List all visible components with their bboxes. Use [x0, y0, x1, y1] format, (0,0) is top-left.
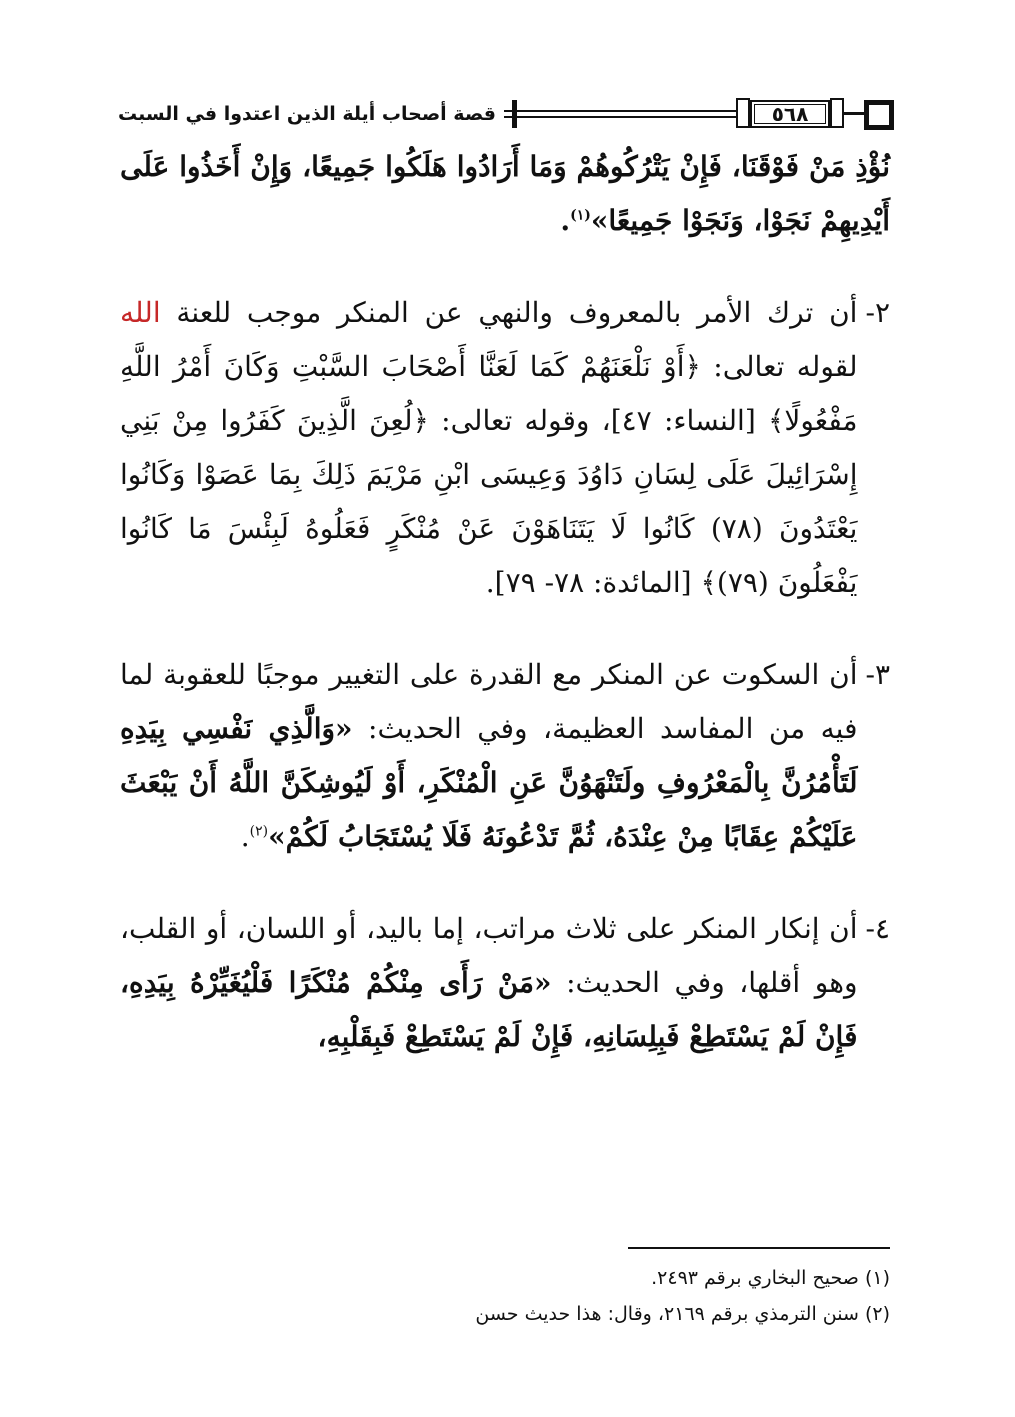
item2-text-a: أن ترك الأمر بالمعروف والنهي عن المنكر موجب للعنة	[176, 296, 858, 329]
item3-end: .	[240, 820, 250, 853]
item2-text-b: لقوله تعالى: ﴿أَوْ نَلْعَنَهُمْ كَمَا لَعَنَّا أَصْحَابَ السَّبْتِ وَكَانَ أَمْرُ اللَّهِ مَفْعُولًا﴾ [النساء: ٤٧]، وقوله تعالى: ﴿لُعِنَ الَّذِينَ كَفَرُوا مِنْ بَنِي إِسْرَائِيلَ عَلَى لِسَانِ دَاوُدَ وَعِيسَى ابْنِ مَرْيَمَ ذَلِكَ بِمَا عَصَوْا وَكَانُوا يَعْتَدُونَ (٧٨) كَانُوا لَا يَتَنَاهَوْنَ عَنْ مُنْكَرٍ فَعَلُوهُ لَبِئْسَ مَا كَانُوا يَفْعَلُونَ (٧٩)﴾ [المائدة: ٧٨- ٧٩].	[120, 350, 858, 599]
item4-text-a: أن إنكار المنكر على ثلاث مراتب، إما باليد، أو اللسان، أو القلب، وهو أقلها، وفي الحديث:	[120, 912, 858, 999]
footnotes	[120, 1260, 890, 1332]
footnote-2: (٢) سنن الترمذي برقم ٢١٦٩، وقال: هذا حديث حسن	[475, 1303, 890, 1325]
list-item-2	[120, 286, 890, 610]
page-number-box	[736, 96, 844, 132]
list-item-number: ٢-	[865, 296, 890, 329]
list-item-text	[120, 648, 857, 864]
spacer	[120, 248, 890, 286]
footnote-ref-2[interactable]: (٢)	[249, 823, 269, 840]
list-item-3	[120, 648, 890, 864]
spacer	[120, 610, 890, 648]
footnote-1: (١) صحيح البخاري برقم ٢٤٩٣.	[651, 1267, 890, 1289]
intro-line-2: وَإِنْ أَخَذُوا عَلَى أَيْدِيهِمْ نَجَوْا، وَنَجَوْا جَمِيعًا»	[120, 150, 890, 237]
intro-end: .	[560, 204, 571, 237]
list-item-number: ٣-	[865, 658, 890, 691]
list-item-text	[120, 902, 857, 1064]
footnote-separator	[628, 1247, 890, 1249]
chapter-title: قصة أصحاب أيلة الذين اعتدوا في السبت	[110, 96, 504, 132]
allah-word: الله	[120, 296, 161, 329]
intro-paragraph	[120, 140, 890, 248]
header-rule-right	[844, 112, 864, 115]
page-header	[117, 96, 894, 132]
list-item-text	[120, 286, 857, 610]
header-bar-middle	[512, 100, 517, 128]
spacer	[120, 864, 890, 902]
list-item-4	[120, 902, 890, 1064]
footnote-ref-1[interactable]: (١)	[570, 207, 591, 224]
header-end-box-right	[864, 100, 894, 130]
item3-text-a: أن السكوت عن المنكر مع القدرة على التغيير موجبًا للعقوبة لما فيه من المفاسد العظيمة، وفي الحديث:	[120, 658, 858, 745]
page-number: ٥٦٨	[771, 102, 809, 126]
intro-line-1: نُؤْذِ مَنْ فَوْقَنَا، فَإِنْ يَتْرُكُوهُمْ وَمَا أَرَادُوا هَلَكُوا جَمِيعًا،	[302, 150, 890, 183]
item3-hadith: «وَالَّذِي نَفْسِي بِيَدِهِ لَتَأْمُرُنَّ بِالْمَعْرُوفِ ولَتَنْهَوُنَّ عَنِ الْمُنْكَرِ، أَوْ لَيُوشِكَنَّ اللَّهُ أَنْ يَبْعَثَ عَلَيْكُمْ عِقَابًا مِنْ عِنْدَهُ، ثُمَّ تَدْعُونَهُ فَلَا يُسْتَجَابُ لَكُمْ»	[120, 712, 858, 853]
page-body	[120, 140, 890, 1064]
item4-hadith: «مَنْ رَأَى مِنْكُمْ مُنْكَرًا فَلْيُغَيِّرْهُ بِيَدِهِ، فَإِنْ لَمْ يَسْتَطِعْ فَبِلِسَانِهِ، فَإِنْ لَمْ يَسْتَطِعْ فَبِقَلْبِهِ،	[120, 966, 858, 1053]
list-item-number: ٤-	[865, 912, 890, 945]
